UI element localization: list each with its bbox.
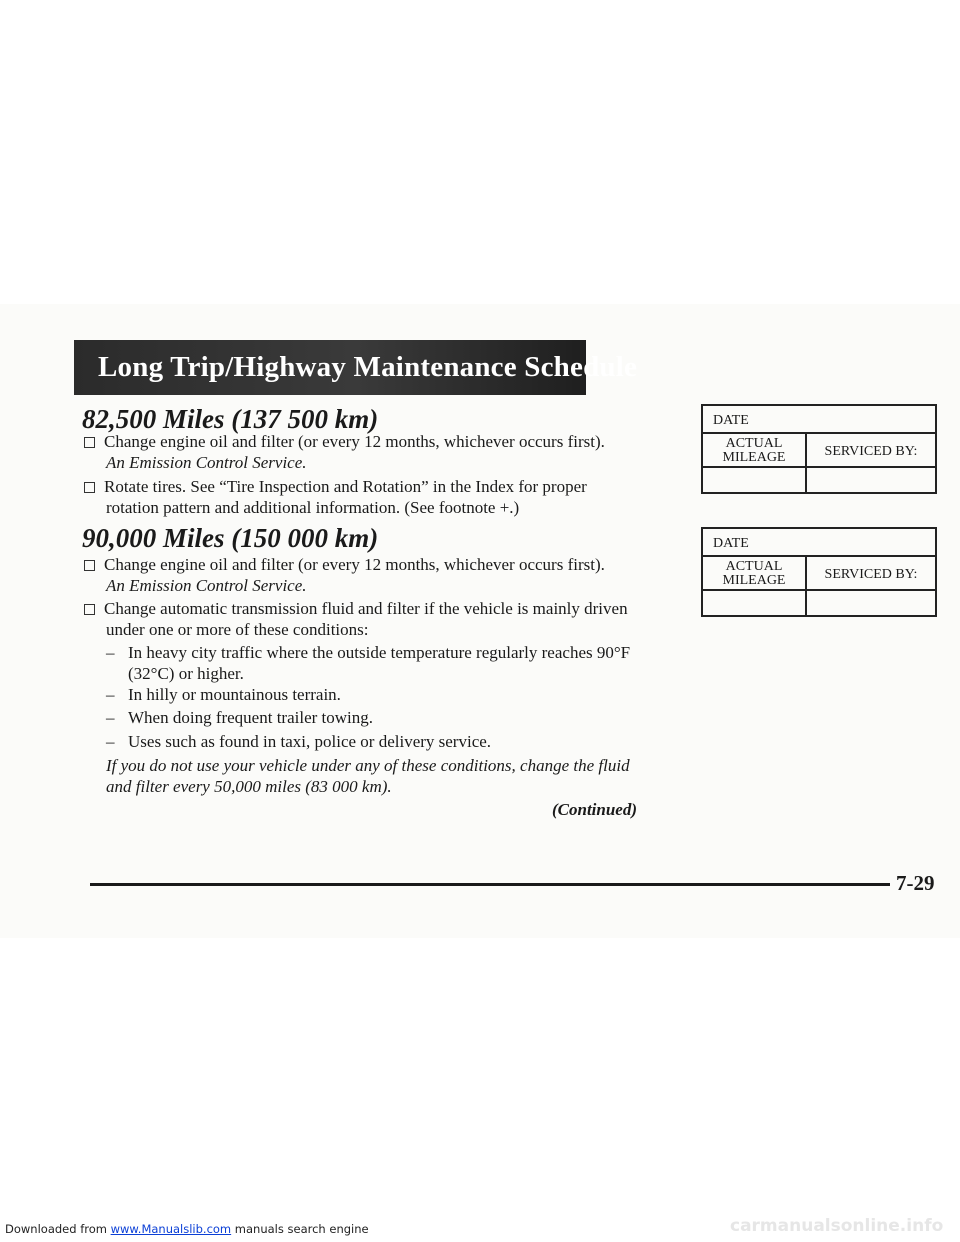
condition-item: – In heavy city traffic where the outside temperature regularly reaches 90°F (32°C) or higher.	[106, 643, 631, 683]
checkbox-icon	[84, 560, 95, 571]
serviced-by-entry-cell[interactable]	[807, 468, 935, 492]
serviced-by-label: SERVICED BY:	[824, 567, 918, 582]
service-record-table	[701, 527, 937, 617]
download-footer: Downloaded from www.Manualslib.com manuals search engine	[5, 1222, 369, 1236]
mileage-entry-cell[interactable]	[703, 591, 807, 615]
page-rule	[90, 883, 890, 886]
mileage-entry-cell[interactable]	[703, 468, 807, 492]
manualslib-link[interactable]: www.Manualslib.com	[110, 1222, 232, 1236]
checkbox-icon	[84, 604, 95, 615]
condition-item: – When doing frequent trailer towing.	[106, 708, 374, 727]
actual-mileage-label: ACTUAL MILEAGE	[703, 557, 807, 589]
list-item: Rotate tires. See “Tire Inspection and Rotation” in the Index for proper rotation pattern and additional information. (See footnote +.)	[84, 476, 684, 518]
serviced-by-entry-cell[interactable]	[807, 591, 935, 615]
section-heading-90000: 90,000 Miles (150 000 km)	[82, 523, 379, 553]
list-item: Change automatic transmission fluid and filter if the vehicle is mainly driven under one or more of these conditions:	[84, 598, 684, 640]
list-item: Change engine oil and filter (or every 12 months, whichever occurs first). An Emission Control Service.	[84, 554, 684, 596]
actual-mileage-label: ACTUAL MILEAGE	[703, 434, 807, 466]
checkbox-icon	[84, 482, 95, 493]
checkbox-icon	[84, 437, 95, 448]
service-record-table	[701, 404, 937, 494]
emission-note: An Emission Control Service.	[106, 576, 307, 595]
page-number: 7-29	[896, 871, 935, 895]
fluid-interval-note: If you do not use your vehicle under any of these conditions, change the fluid and filter every 50,000 miles (83 000 km).	[106, 756, 630, 796]
condition-item: – Uses such as found in taxi, police or delivery service.	[106, 732, 492, 751]
condition-item: – In hilly or mountainous terrain.	[106, 685, 341, 704]
banner-title: Long Trip/Highway Maintenance Schedule	[98, 351, 638, 383]
date-label: DATE	[703, 529, 935, 557]
watermark: carmanualsonline.info	[730, 1216, 944, 1236]
list-item: Change engine oil and filter (or every 12 months, whichever occurs first). An Emission Control Service.	[84, 431, 684, 473]
continued-label: (Continued)	[552, 800, 638, 819]
section-banner	[74, 340, 638, 395]
emission-note: An Emission Control Service.	[106, 453, 307, 472]
section-heading-82500: 82,500 Miles (137 500 km)	[82, 404, 379, 434]
serviced-by-label: SERVICED BY:	[824, 444, 918, 459]
date-label: DATE	[703, 406, 935, 434]
